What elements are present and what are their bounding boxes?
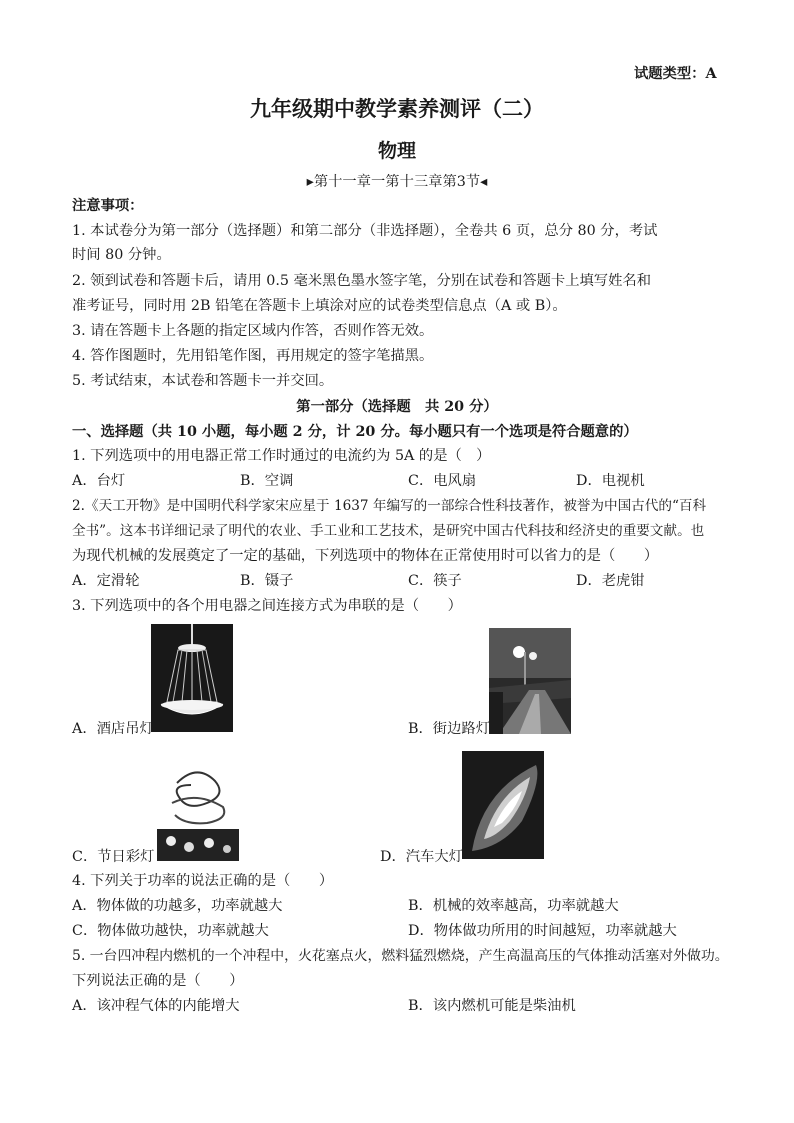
question-5-line: 下列说法正确的是（ ） — [72, 973, 244, 989]
paper-type-label: 试题类型：A — [634, 66, 717, 82]
question-3-option-d: D．汽车大灯 — [380, 849, 463, 865]
festival-lights-photo — [157, 763, 239, 861]
notice-line: 1. 本试卷分为第一部分（选择题）和第二部分（非选择题），全卷共 6 页，总分 80 分，考试 — [72, 223, 658, 239]
question-1-option-c: C．电风扇 — [408, 473, 477, 489]
question-2-line: 全书”。这本书详细记录了明代的农业、手工业和工艺技术，是研究中国古代科技和经济史的重要文献。也 — [72, 523, 705, 539]
section-heading: 一、选择题（共 10 小题，每小题 2 分，计 20 分。每小题只有一个选项是符合题意的） — [72, 424, 638, 440]
question-5-line: 5. 一台四冲程内燃机的一个冲程中，火花塞点火，燃料猛烈燃烧，产生高温高压的气体推动活塞对外做功。 — [72, 948, 729, 964]
question-5-option-b: B．该内燃机可能是柴油机 — [408, 998, 576, 1014]
question-1-option-b: B．空调 — [240, 473, 294, 489]
question-5-option-a: A．该冲程气体的内能增大 — [72, 998, 240, 1014]
question-2-option-a: A．定滑轮 — [72, 573, 140, 589]
street-lamp-photo — [489, 628, 571, 734]
question-1-option-a: A．台灯 — [72, 473, 126, 489]
question-4-option-b: B．机械的效率越高，功率就越大 — [408, 898, 619, 914]
question-3-stem: 3. 下列选项中的各个用电器之间连接方式为串联的是（ ） — [72, 598, 462, 614]
question-2-option-d: D．老虎钳 — [576, 573, 645, 589]
notice-line: 2. 领到试卷和答题卡后，请用 0.5 毫米黑色墨水签字笔，分别在试卷和答题卡上填写姓名和 — [72, 273, 651, 289]
question-1-stem: 1. 下列选项中的用电器正常工作时通过的电流约为 5A 的是（ ） — [72, 448, 491, 464]
chandelier-photo — [151, 624, 233, 732]
notice-line: 5. 考试结束，本试卷和答题卡一并交回。 — [72, 373, 334, 389]
question-4-option-a: A．物体做的功越多，功率就越大 — [72, 898, 283, 914]
notice-line: 3. 请在答题卡上各题的指定区域内作答，否则作答无效。 — [72, 323, 434, 339]
chapter-scope: ▸第十一章一第十三章第3节◂ — [306, 174, 488, 190]
notice-line: 4. 答作图题时，先用铅笔作图，再用规定的签字笔描黑。 — [72, 348, 434, 364]
question-1-option-d: D．电视机 — [576, 473, 645, 489]
notice-line: 时间 80 分钟。 — [72, 247, 171, 263]
question-2-option-b: B．镊子 — [240, 573, 294, 589]
question-2-line: 2.《天工开物》是中国明代科学家宋应星于 1637 年编写的一部综合性科技著作，被誉为中国古代的“百科 — [72, 498, 707, 514]
subject-title: 物理 — [377, 140, 416, 162]
question-2-option-c: C．筷子 — [408, 573, 462, 589]
question-2-line: 为现代机械的发展奠定了一定的基础，下列选项中的物体在正常使用时可以省力的是（ ） — [72, 548, 659, 564]
notice-line: 准考证号，同时用 2B 铅笔在答题卡上填涂对应的试卷类型信息点（A 或 B）。 — [72, 298, 567, 314]
question-4-stem: 4. 下列关于功率的说法正确的是（ ） — [72, 873, 334, 889]
question-3-option-c: C．节日彩灯 — [72, 849, 155, 865]
question-3-option-b: B．街边路灯 — [408, 721, 490, 737]
question-4-option-d: D．物体做功所用的时间越短，功率就越大 — [408, 923, 677, 939]
notice-heading: 注意事项： — [72, 198, 144, 214]
question-3-option-a: A．酒店吊灯 — [72, 721, 154, 737]
question-4-option-c: C．物体做功越快，功率就越大 — [72, 923, 269, 939]
page-title: 九年级期中教学素养测评（二） — [250, 96, 544, 121]
part1-heading: 第一部分（选择题 共 20 分） — [296, 399, 498, 415]
car-headlight-photo — [462, 751, 544, 859]
